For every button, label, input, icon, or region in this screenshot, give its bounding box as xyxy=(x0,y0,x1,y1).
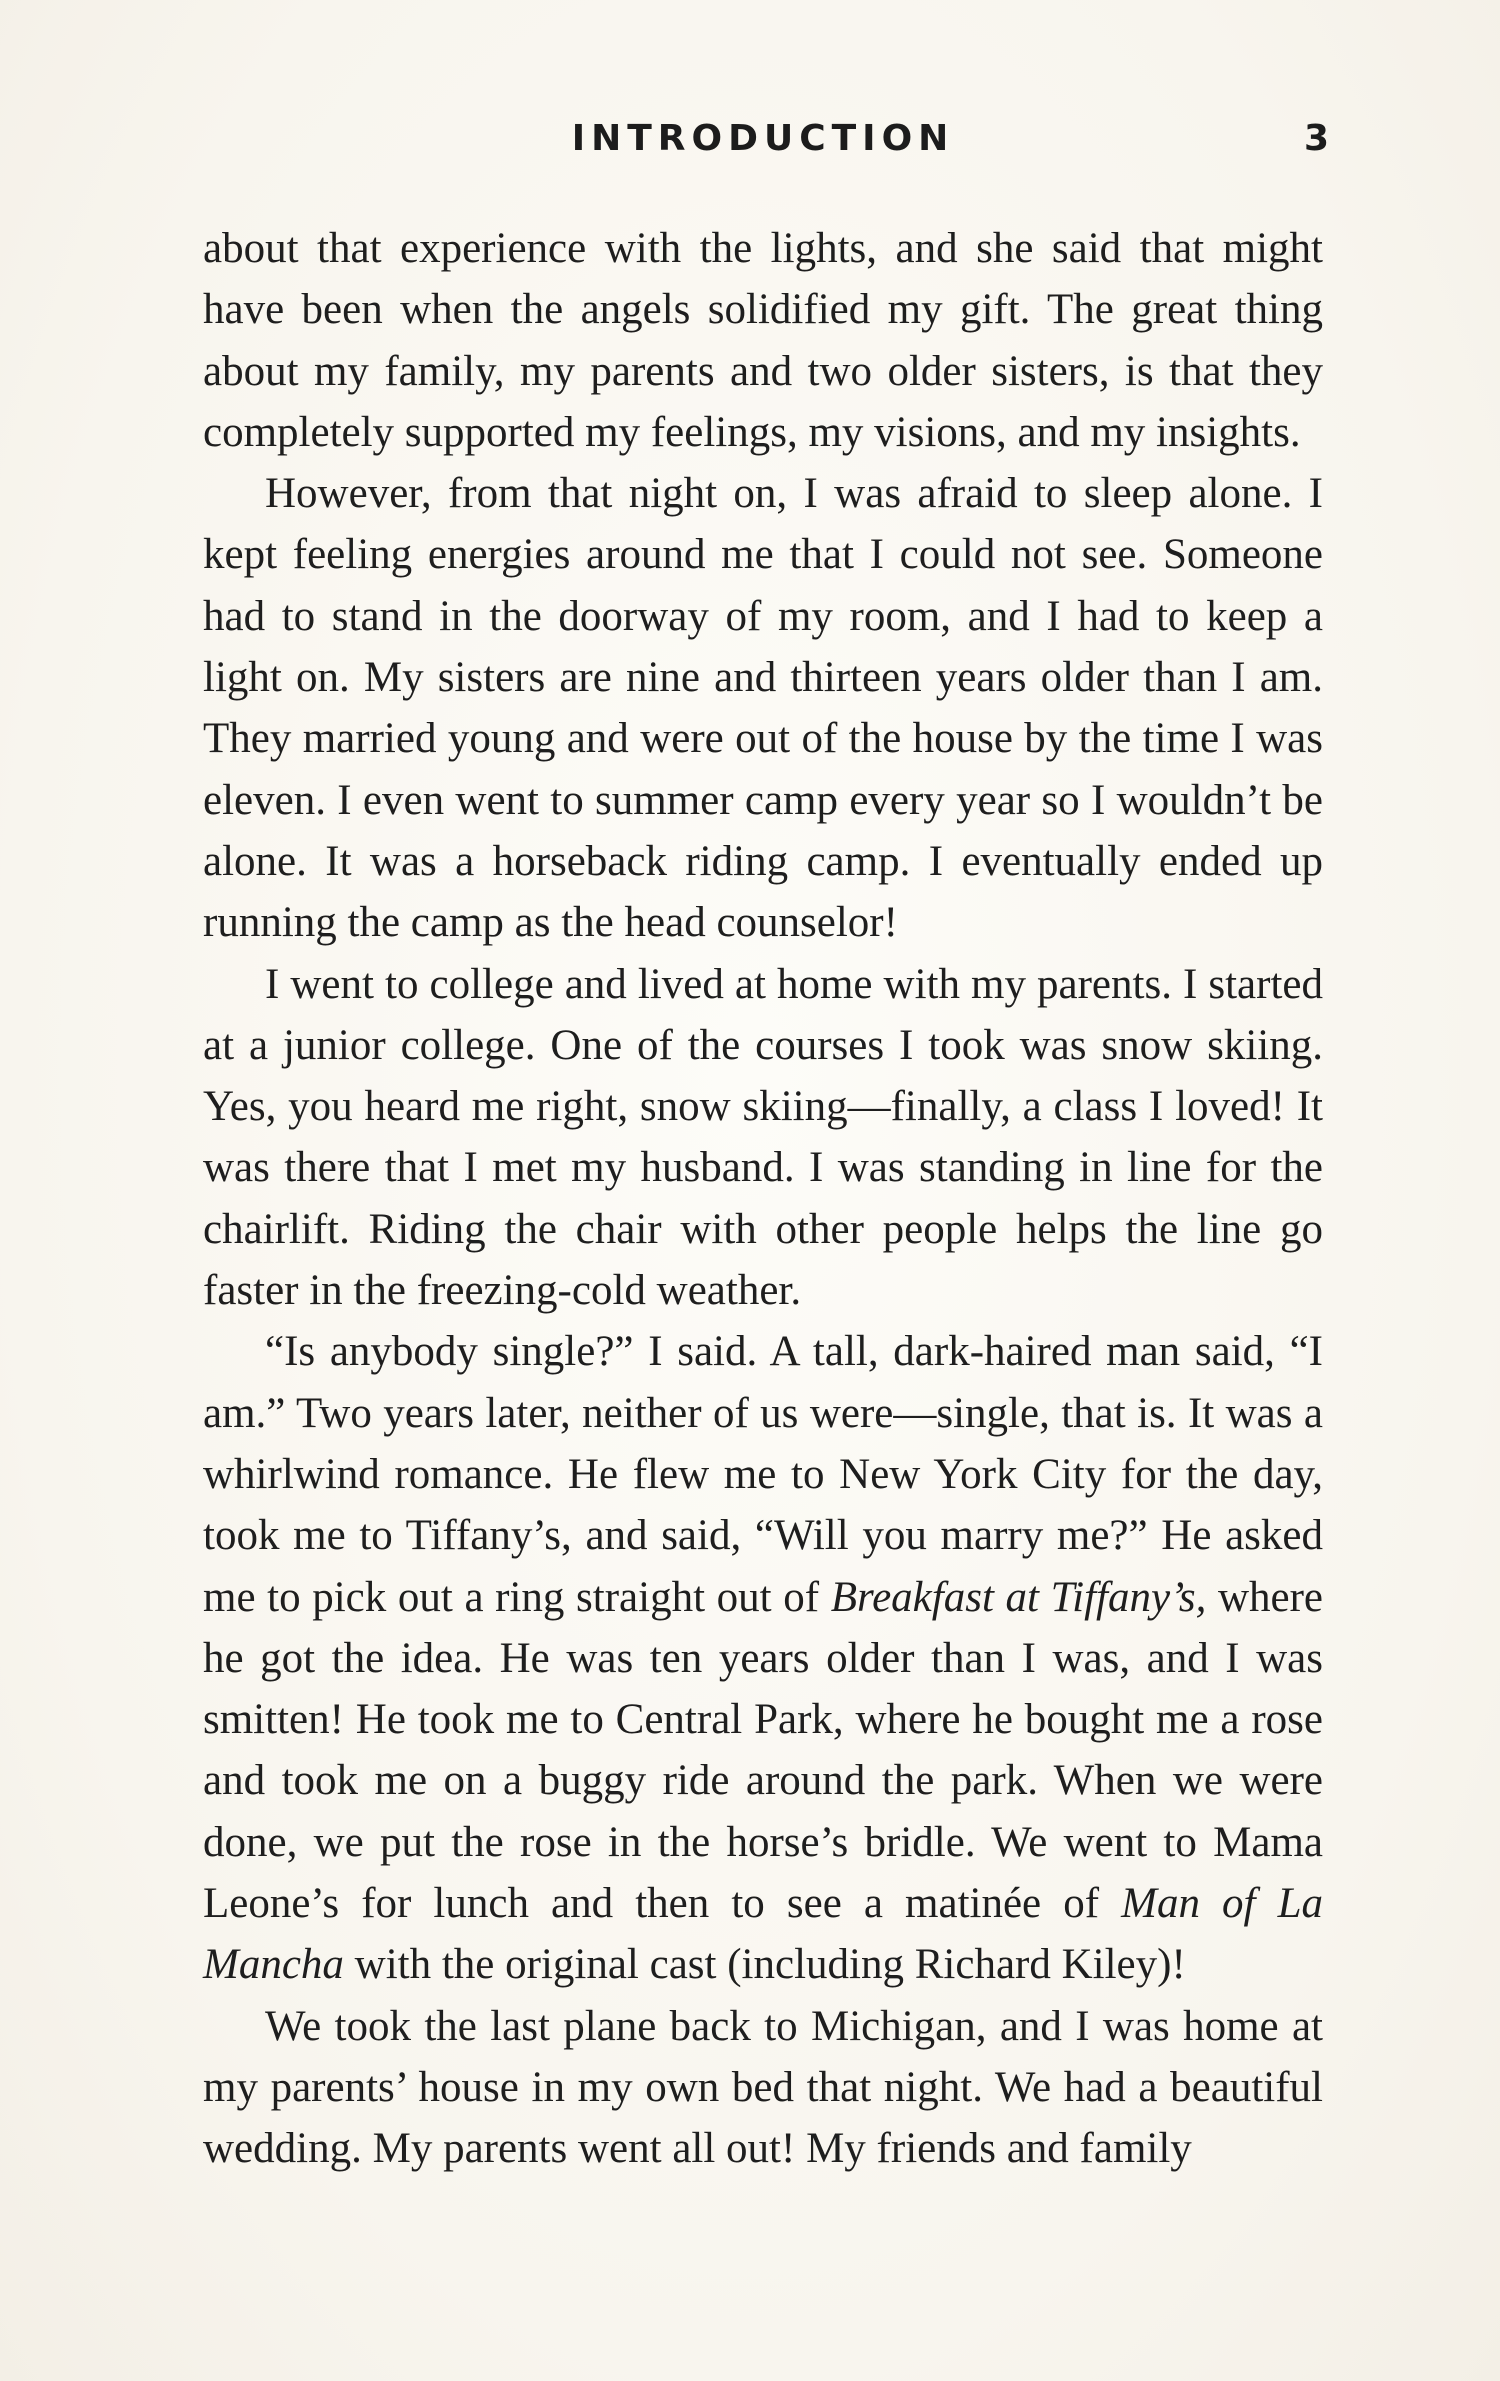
romance-text-part-1: “Is anybody single?” I said. A tall, dark-haired man said, “I am.” Two years later, neither of us were—single, that is. It was a whirlwind romance. He flew me to New York City for the day, took me to Tiffany’s, and said, “Will you marry me?” He asked me to pick out a ring straight out of xyxy=(203,1328,1323,1621)
paragraph-college: I went to college and lived at home with my parents. I started at a junior college. One of the courses I took was snow skiing. Yes, you heard me right, snow skiing—finally, a class I loved! It was there that I met my husband. I was standing in line for the chairlift. Riding the chair with other people helps the line go faster in the freezing-cold weather. xyxy=(203,960,1323,1315)
paragraph-sleep-alone: However, from that night on, I was afraid to sleep alone. I kept feeling energies around me that I could not see. Someone had to stand in the doorway of my room, and I had to keep a light on. My sisters are nine and thirteen years older than I am. They married young and were out of the house by the time I was eleven. I even went to summer camp every year so I wouldn’t be alone. It was a horseback riding camp. I eventually ended up running the camp as the head counselor! xyxy=(203,470,1323,947)
paragraph-continued: about that experience with the lights, and she said that might have been when the angels solidified my gift. The great thing about my family, my parents and two older sisters, is that they completely supported my feelings, my visions, and my insights. xyxy=(203,225,1323,456)
show-title-man-of-la-mancha: Man of La Mancha xyxy=(203,1880,1323,1989)
body-text xyxy=(203,218,1323,2180)
romance-text-part-2: where he got the idea. He was ten years older than I was, and I was smitten! He took me to Central Park, where he bought me a rose and took me on a buggy ride around the park. When we were done, we put the rose in the horse’s bridle. We went to Mama Leone’s for lunch and then to see a matinée of xyxy=(203,1573,1323,1928)
paragraph-romance xyxy=(203,1321,1323,1995)
running-title: INTRODUCTION xyxy=(571,118,955,159)
film-title-breakfast-at-tiffanys: Breakfast at Tiffany’s, xyxy=(830,1573,1207,1621)
paragraph-wedding: We took the last plane back to Michigan, and I was home at my parents’ house in my own bed that night. We had a beautiful wedding. My parents went all out! My friends and family xyxy=(203,2002,1323,2173)
running-head xyxy=(203,118,1329,168)
page-number: 3 xyxy=(1303,118,1329,159)
romance-text-part-3: with the original cast (including Richard Kiley)! xyxy=(343,1941,1186,1989)
